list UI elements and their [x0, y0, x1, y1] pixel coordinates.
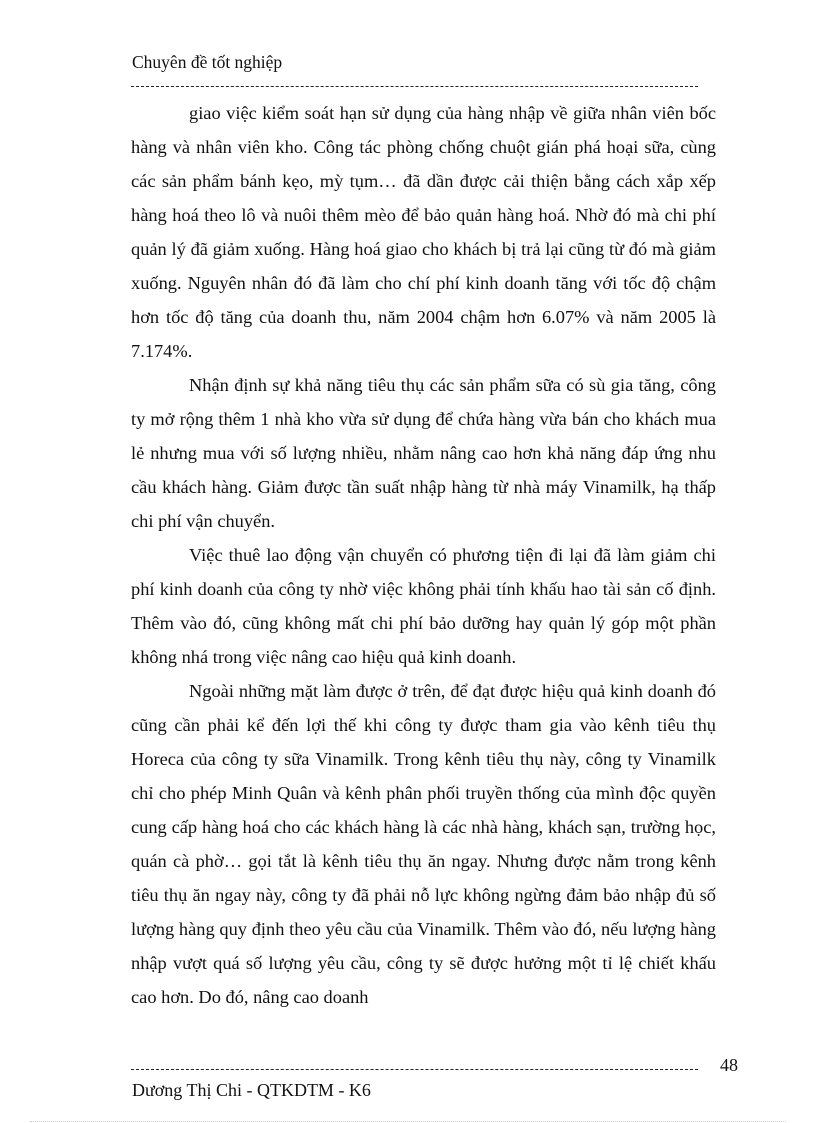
paragraph-2: Nhận định sự khả năng tiêu thụ các sản phẩm sữa có sù gia tăng, công ty mở rộng thêm 1 nhà kho vừa sử dụng để chứa hàng vừa bán cho khách mua lẻ nhưng mua với số lượng nhiều, nhằm nâng cao hơn khả năng đáp ứng nhu cầu khách hàng. Giảm được tần suất nhập hàng từ nhà máy Vinamilk, hạ thấp chi phí vận chuyển.	[131, 375, 716, 531]
page-bottom-edge	[30, 1121, 786, 1122]
paragraph-1: giao việc kiểm soát hạn sử dụng của hàng nhập về giữa nhân viên bốc hàng và nhân viên kho. Công tác phòng chống chuột gián phá hoại sữa, cùng các sản phẩm bánh kẹo, mỳ tụm… đã dần được cải thiện bằng cách xắp xếp hàng hoá theo lô và nuôi thêm mèo để bảo quản hàng hoá. Nhờ đó mà chi phí quản lý đã giảm xuống. Hàng hoá giao cho khách bị trả lại cũng từ đó mà giảm xuống. Nguyên nhân đó đã làm cho chí phí kinh doanh tăng với tốc độ chậm hơn tốc độ tăng của doanh thu, năm 2004 chậm hơn 6.07% và năm 2005 là 7.174%.	[131, 103, 716, 361]
header-title: Chuyên đề tốt nghiệp	[132, 52, 283, 72]
paragraph-3: Việc thuê lao động vận chuyển có phương tiện đi lại đã làm giảm chi phí kinh doanh của công ty nhờ việc không phải tính khấu hao tài sản cố định. Thêm vào đó, cũng không mất chi phí bảo dưỡng hay quản lý góp một phần không nhá trong việc nâng cao hiệu quả kinh doanh.	[131, 545, 716, 667]
footer-author: Dương Thị Chi - QTKDTM - K6	[132, 1080, 371, 1100]
body-text	[131, 96, 716, 1014]
header-divider	[131, 86, 698, 87]
page-number: 48	[720, 1055, 738, 1075]
footer-divider	[131, 1069, 698, 1070]
paragraph-4: Ngoài những mặt làm được ở trên, để đạt được hiệu quả kinh doanh đó cũng cần phải kể đến lợi thế khi công ty được tham gia vào kênh tiêu thụ Horeca của công ty sữa Vinamilk. Trong kênh tiêu thụ này, công ty Vinamilk chỉ cho phép Minh Quân và kênh phân phối truyền thống của mình độc quyền cung cấp hàng hoá cho các khách hàng là các nhà hàng, khách sạn, trường học, quán cà phờ… gọi tắt là kênh tiêu thụ ăn ngay. Nhưng được nằm trong kênh tiêu thụ ăn ngay này, công ty đã phải nỗ lực không ngừng đảm bảo nhập đủ số lượng hàng quy định theo yêu cầu của Vinamilk. Thêm vào đó, nếu lượng hàng nhập vượt quá số lượng yêu cầu, công ty sẽ được hưởng một tỉ lệ chiết khấu cao hơn. Do đó, nâng cao doanh	[131, 681, 716, 1007]
